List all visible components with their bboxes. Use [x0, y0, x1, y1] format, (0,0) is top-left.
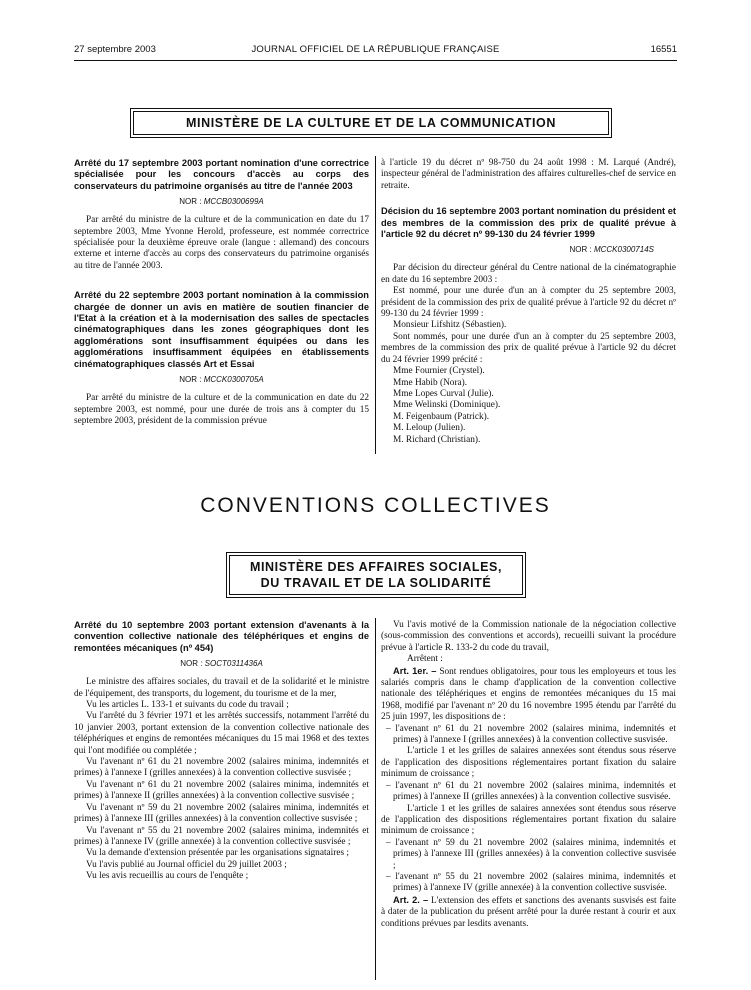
visa-paragraph: Vu l'avenant nº 61 du 21 novembre 2002 (salaires minima, indemnités et primes) à l'annexe II (grilles annexées) à la convention collective susvisée ;	[74, 779, 369, 802]
header-date: 27 septembre 2003	[74, 44, 156, 55]
ministry-culture-box	[130, 108, 612, 138]
member-name: Mme Fournier (Crystel).	[393, 366, 485, 377]
article-2-label: Art. 2. –	[393, 894, 429, 905]
left-column-top	[74, 158, 369, 427]
ministry-culture-title: MINISTÈRE DE LA CULTURE ET DE LA COMMUNICATION	[133, 111, 609, 135]
visa-paragraph: Vu l'arrêté du 3 février 1971 et les arrêtés successifs, notamment l'arrêté du 10 janvier 2003, portant extension de la convention collective nationale des téléphériques et engins de remontées mécaniques du 15 mai 1968 et des textes qui l'ont modifiée ou complétée ;	[74, 711, 369, 756]
nor-code: MCCK0300705A	[203, 375, 264, 385]
nor-code: MCCB0300699A	[203, 197, 264, 207]
nor-reference	[381, 245, 654, 254]
visa-paragraph: Vu l'avis motivé de la Commission nationale de la négociation collective (sous-commission des conventions et accords), recueilli suivant la procédure prévue à l'article R. 133-2 du code du travail,	[381, 620, 676, 653]
right-column-bottom	[381, 620, 676, 930]
nor-label: NOR :	[569, 245, 592, 255]
nor-label: NOR :	[179, 197, 202, 207]
nor-reference	[74, 375, 369, 384]
nor-label: NOR :	[179, 375, 202, 385]
header-journal: JOURNAL OFFICIEL DE LA RÉPUBLIQUE FRANÇAISE	[251, 44, 500, 55]
visa-paragraph: Vu les articles L. 133-1 et suivants du code du travail ;	[86, 700, 289, 711]
member-name: M. Feigenbaum (Patrick).	[393, 411, 490, 422]
nor-reference	[74, 659, 369, 668]
article-2	[381, 895, 676, 930]
running-header	[74, 44, 677, 60]
article-culture-1	[74, 158, 369, 272]
article-2-text: L'extension des effets et sanctions des avenants susvisés est faite à dater de la publication du présent arrêté pour la durée restant à courir et aux conditions prévues par lesdits avenants.	[381, 895, 676, 929]
section-title: CONVENTIONS COLLECTIVES	[200, 494, 551, 517]
avenant-note: L'article 1 et les grilles de salaires annexées sont étendus sous réserve de l'application des dispositions réglementaires portant fixation du salaire minimum de croissance ;	[381, 746, 676, 780]
column-divider	[375, 156, 376, 454]
member-name: Mme Lopes Curval (Julie).	[393, 388, 494, 399]
visa-paragraph: Vu l'avis publié au Journal officiel du 29 juillet 2003 ;	[86, 859, 287, 870]
avenant-item: – l'avenant nº 55 du 21 novembre 2002 (salaires minima, indemnités et primes) à l'annexe IV (grille annexée) à la convention collective susvisée.	[386, 871, 676, 894]
visa-paragraph: Vu l'avenant nº 55 du 21 novembre 2002 (salaires minima, indemnités et primes) à l'annexe IV (grille annexée) à la convention collective susvisée ;	[74, 825, 369, 847]
nor-code: MCCK0300714S	[593, 245, 654, 255]
article-body: Par arrêté du ministre de la culture et de la communication en date du 22 septembre 2003, est nommé, pour une durée de trois ans à compter du 15 septembre 2003, président de la commission prévue	[74, 393, 369, 426]
ministry-social-line2: DU TRAVAIL ET DE LA SOLIDARITÉ	[260, 576, 492, 590]
ministry-social-line1: MINISTÈRE DES AFFAIRES SOCIALES,	[249, 560, 503, 574]
arretent-line: Arrêtent :	[407, 654, 443, 665]
article-continuation: à l'article 19 du décret nº 98-750 du 24 août 1998 : M. Larqué (André), inspecteur général de l'administration des affaires culturelles-chef de service en retraite.	[381, 158, 676, 191]
decision-title: Décision du 16 septembre 2003 portant nomination du président et des membres de la commission des prix de qualité prévue à l'article 92 du décret nº 99-130 du 24 février 1999	[381, 206, 676, 240]
avenant-item: – l'avenant nº 61 du 21 novembre 2002 (salaires minima, indemnités et primes) à l'annexe II (grilles annexées) à la convention collective susvisée.	[386, 780, 676, 803]
member-name: Mme Welinski (Dominique).	[393, 400, 501, 411]
column-divider	[375, 618, 376, 980]
nor-label: NOR :	[180, 659, 203, 669]
avenant-item: – l'avenant nº 59 du 21 novembre 2002 (salaires minima, indemnités et primes) à l'annexe III (grilles annexées) à la convention collective susvisée ;	[386, 837, 676, 871]
article-title: Arrêté du 22 septembre 2003 portant nomination à la commission chargée de donner un avis en matière de soutien financier de l'Etat à la création et à la modernisation des salles de spectacles cinématographiques dans les zones géographiques dont les agglomérations sont insuffisamment équipées ou dans les agglomérations insuffisamment équipées en établissements cinématographiques classés Art et Essai	[74, 290, 369, 369]
decision-paragraph: Sont nommés, pour une durée d'un an à compter du 25 septembre 2003, membres de la commission des prix de qualité prévue à l'article 92 du décret du 24 février 1999 précité :	[381, 331, 676, 365]
article-1	[381, 666, 676, 724]
visa-paragraph: Vu l'avenant nº 61 du 21 novembre 2002 (salaires minima, indemnités et primes) à l'annexe I (grilles annexées) à la convention collective susvisée ;	[74, 757, 369, 779]
nor-code: SOCT0311436A	[204, 659, 263, 669]
avenant-item: – l'avenant nº 61 du 21 novembre 2002 (salaires minima, indemnités et primes) à l'annexe I (grilles annexées) à la convention collective susvisée.	[386, 723, 676, 746]
nor-reference	[74, 197, 369, 206]
header-rule	[74, 60, 677, 61]
member-name: M. Leloup (Julien).	[393, 423, 466, 434]
ministry-social-box	[226, 552, 526, 598]
visa-paragraph: Vu l'avenant nº 59 du 21 novembre 2002 (salaires minima, indemnités et primes) à l'annexe III (grilles annexées) à la convention collective susvisée ;	[74, 802, 369, 825]
article-1-text: Sont rendues obligatoires, pour tous les employeurs et tous les salariés compris dans le champ d'application de la convention collective nationale des téléphériques et engins de remontées mécaniques du 15 mai 1968, modifié par l'avenant nº 20 du 16 novembre 1995 étendu par l'arrêté du 25 juin 1997, les dispositions de :	[381, 666, 676, 723]
article-1-label: Art. 1er. –	[393, 665, 437, 676]
president-name: Monsieur Lifshitz (Sébastien).	[393, 320, 507, 331]
visa-paragraph: Vu la demande d'extension présentée par les organisations signataires ;	[86, 848, 349, 859]
preamble-paragraph: Le ministre des affaires sociales, du travail et de la solidarité et le ministre de l'équipement, des transports, du logement, du tourisme et de la mer,	[74, 677, 369, 699]
right-column-top	[381, 158, 676, 446]
ministry-social-title	[229, 555, 523, 595]
left-column-bottom	[74, 620, 369, 883]
article-title: Arrêté du 17 septembre 2003 portant nomination d'une correctrice spécialisée pour les concours d'accès au corps des conservateurs du patrimoine organisés au titre de l'année 2003	[74, 158, 369, 191]
header-page-number: 16551	[650, 44, 677, 55]
article-body: Par arrêté du ministre de la culture et de la communication en date du 17 septembre 2003, Mme Yvonne Herold, professeure, est nommée correctrice spécialisée pour la deuxième épreuve orale (langue : allemand) des concours externe et interne d'accès au corps des conservateurs du patrimoine organisés au titre de l'année 2003.	[74, 215, 369, 271]
avenant-note: L'article 1 et les grilles de salaires annexées sont étendus sous réserve de l'application des dispositions réglementaires portant fixation du salaire minimum de croissance ;	[381, 803, 676, 837]
article-culture-2	[74, 290, 369, 427]
decision-culture	[381, 206, 676, 446]
decision-paragraph: Est nommé, pour une durée d'un an à compter du 25 septembre 2003, président de la commission des prix de qualité prévue à l'article 92 du décret nº 99-130 du 24 février 1999 :	[381, 286, 676, 320]
member-name: Mme Habib (Nora).	[393, 377, 468, 388]
article-title: Arrêté du 10 septembre 2003 portant extension d'avenants à la convention collective nationale des téléphériques et engins de remontées mécaniques (nº 454)	[74, 620, 369, 653]
decision-paragraph: Par décision du directeur général du Centre national de la cinématographie en date du 16 septembre 2003 :	[381, 263, 676, 285]
visa-paragraph: Vu les avis recueillis au cours de l'enquête ;	[86, 871, 249, 882]
member-name: M. Richard (Christian).	[393, 434, 481, 445]
